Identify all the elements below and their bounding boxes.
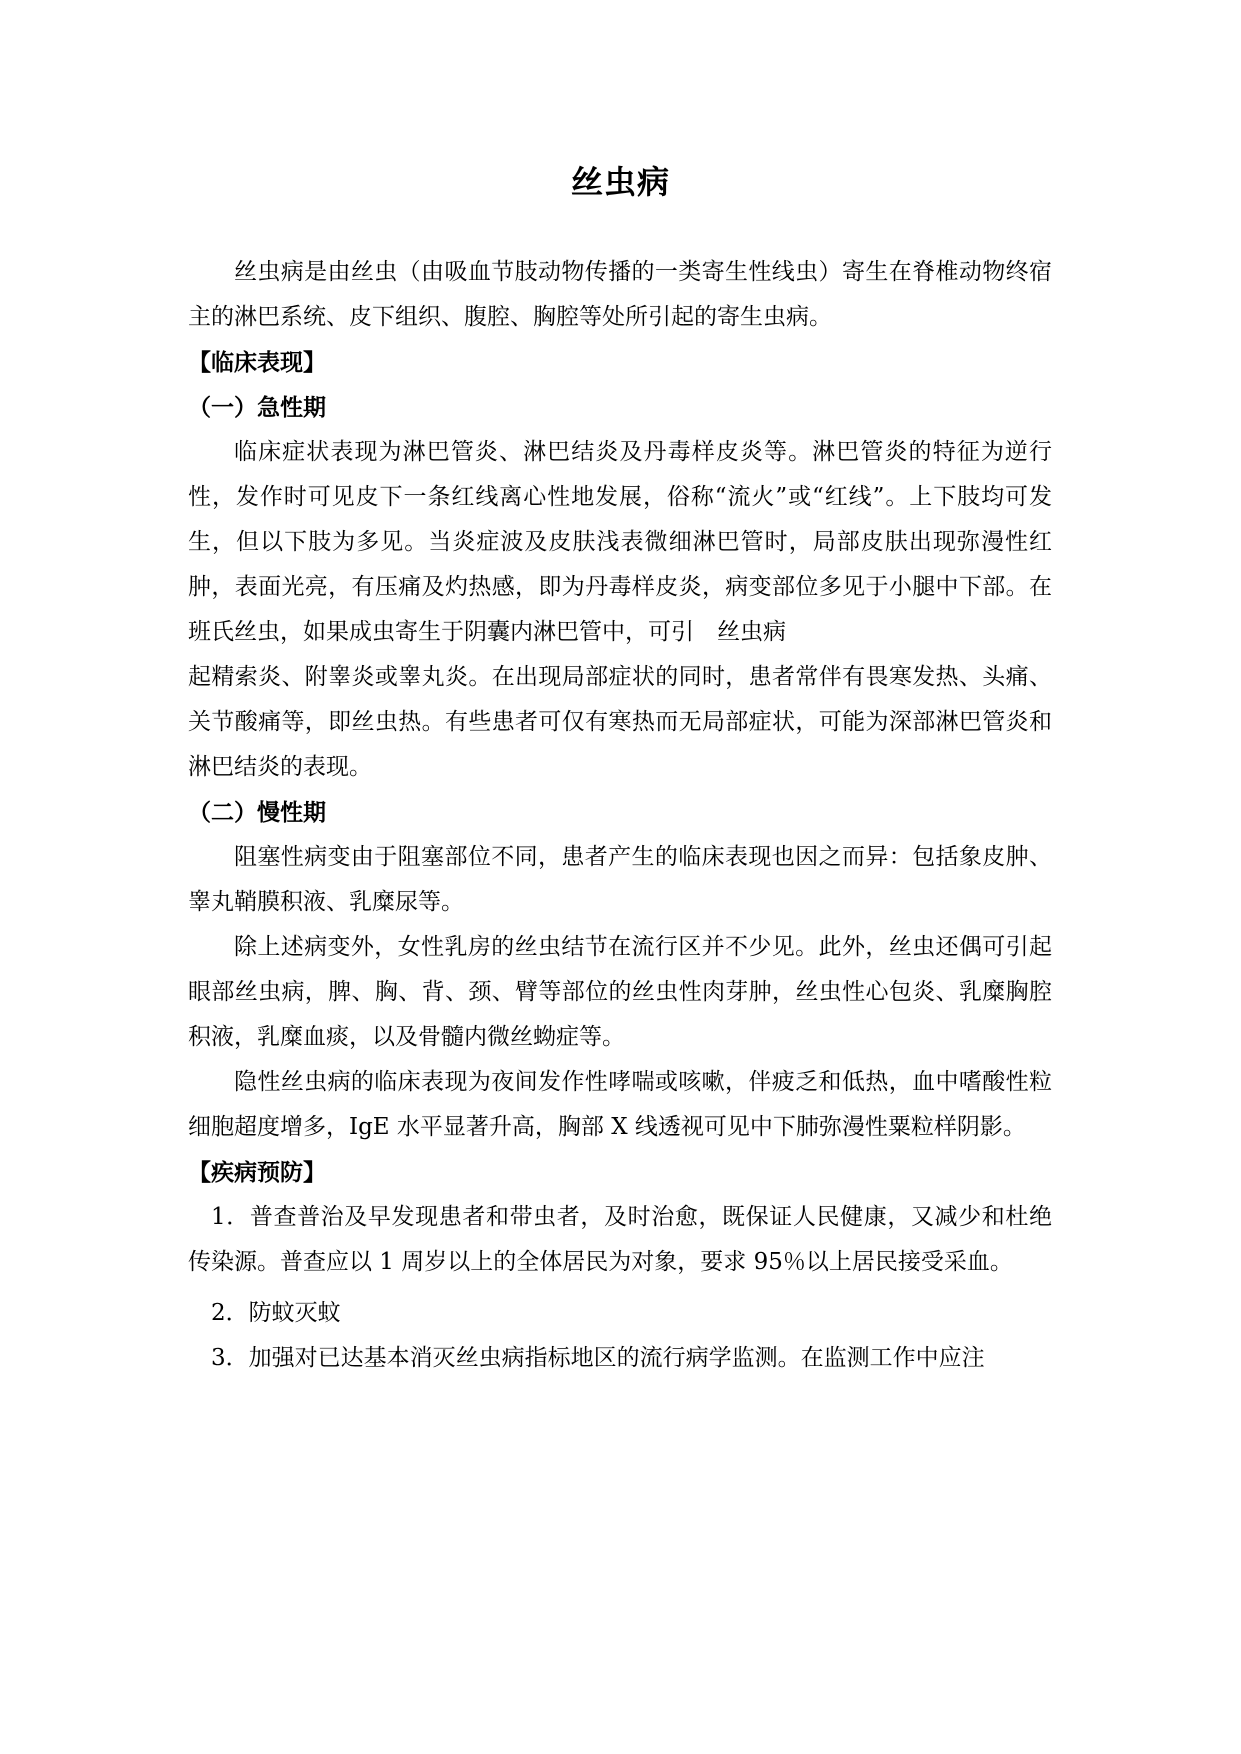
- chronic-paragraph-3: 隐性丝虫病的临床表现为夜间发作性哮喘或咳嗽，伴疲乏和低热，血中嗜酸性粒细胞超度增多，IgE 水平显著升高，胸部 X 线透视可见中下肺弥漫性粟粒样阴影。: [188, 1069, 1052, 1140]
- prevention-item-1: 1．普查普治及早发现患者和带虫者，及时治愈，既保证人民健康，又减少和杜绝传染源。普查应以 1 周岁以上的全体居民为对象，要求 95％以上居民接受采血。: [188, 1204, 1052, 1275]
- document-body: [188, 250, 1052, 1381]
- chronic-paragraph-1: 阻塞性病变由于阻塞部位不同，患者产生的临床表现也因之而异：包括象皮肿、睾丸鞘膜积液、乳糜尿等。: [188, 844, 1052, 915]
- prevention-item-3: 3．加强对已达基本消灭丝虫病指标地区的流行病学监测。在监测工作中应注: [211, 1345, 985, 1371]
- section-heading-clinical: 【临床表现】: [188, 349, 326, 376]
- acute-paragraph-part2: 起精索炎、附睾炎或睾丸炎。在出现局部症状的同时，患者常伴有畏寒发热、头痛、关节酸痛等，即丝虫热。有些患者可仅有寒热而无局部症状，可能为深部淋巴管炎和淋巴结炎的表现。: [188, 664, 1052, 780]
- subheading-acute: （一）急性期: [188, 394, 326, 421]
- section-heading-prevention: 【疾病预防】: [188, 1159, 326, 1186]
- intro-paragraph: 丝虫病是由丝虫（由吸血节肢动物传播的一类寄生性线虫）寄生在脊椎动物终宿主的淋巴系统、皮下组织、腹腔、胸腔等处所引起的寄生虫病。: [188, 259, 1052, 330]
- prevention-item-2: 2．防蚊灭蚊: [211, 1300, 341, 1326]
- acute-paragraph-part1: 临床症状表现为淋巴管炎、淋巴结炎及丹毒样皮炎等。淋巴管炎的特征为逆行性，发作时可见皮下一条红线离心性地发展，俗称“流火”或“红线”。上下肢均可发生，但以下肢为多见。当炎症波及皮肤浅表微细淋巴管时，局部皮肤出现弥漫性红肿，表面光亮，有压痛及灼热感，即为丹毒样皮炎，病变部位多见于小腿中下部。在班氏丝虫，如果成虫寄生于阴囊内淋巴管中，可引 丝虫病: [188, 439, 1052, 645]
- page-title: 丝虫病: [570, 163, 670, 201]
- chronic-paragraph-2: 除上述病变外，女性乳房的丝虫结节在流行区并不少见。此外，丝虫还偶可引起眼部丝虫病，脾、胸、背、颈、臂等部位的丝虫性肉芽肿，丝虫性心包炎、乳糜胸腔积液，乳糜血痰，以及骨髓内微丝蚴症等。: [188, 934, 1052, 1050]
- subheading-chronic: （二）慢性期: [188, 799, 326, 826]
